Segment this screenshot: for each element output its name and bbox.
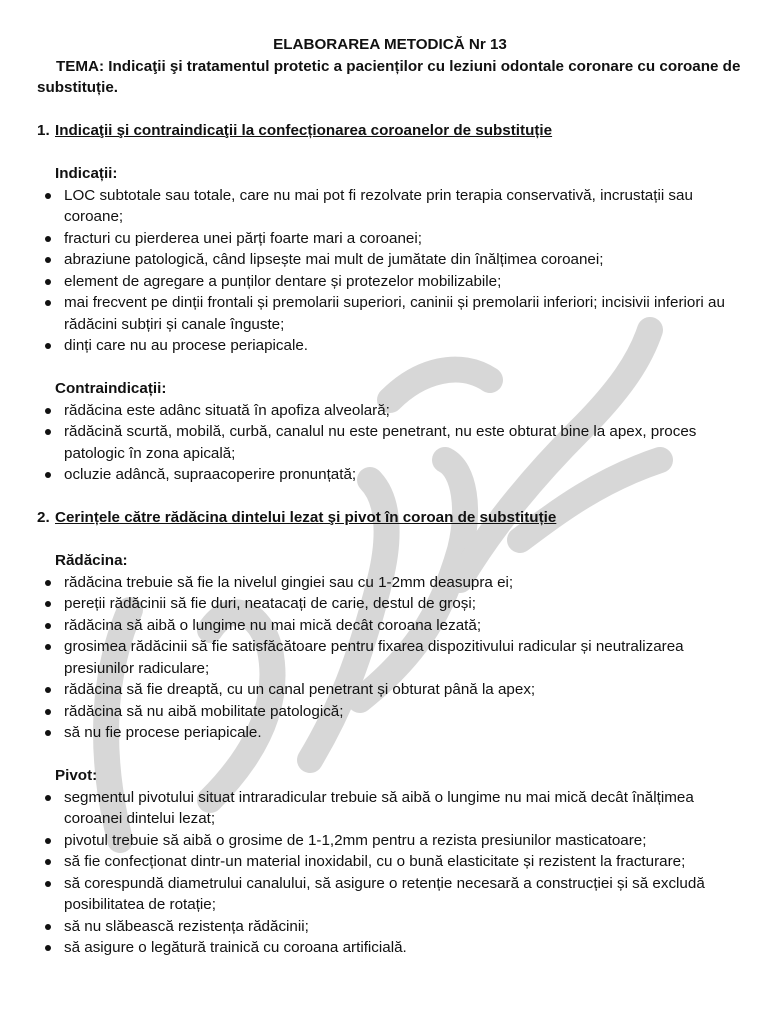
pivot-list <box>37 787 743 959</box>
contraindications-list <box>37 400 743 486</box>
list-item: abraziune patologică, când lipsește mai mult de jumătate din înălțimea coroanei; <box>37 249 743 271</box>
list-item: să nu fie procese periapicale. <box>37 722 743 744</box>
list-item: grosimea rădăcinii să fie satisfăcătoare pentru fixarea dispozitivului radicular și neutralizarea presiunilor radiculare; <box>37 636 743 679</box>
list-item: să nu slăbească rezistența rădăcinii; <box>37 916 743 938</box>
list-item: rădăcina trebuie să fie la nivelul gingiei sau cu 1-2mm deasupra ei; <box>37 572 743 594</box>
root-heading: Rădăcina: <box>55 552 128 569</box>
list-item: rădăcina să aibă o lungime nu mai mică decât coroana lezată; <box>37 615 743 637</box>
section-2-heading <box>37 507 743 529</box>
list-item: mai frecvent pe dinții frontali și premolarii superiori, caninii și premolarii inferiori; incisivii inferiori au rădăcini subțiri și canale înguste; <box>37 292 743 335</box>
pivot-heading: Pivot: <box>55 767 98 784</box>
root-list <box>37 572 743 744</box>
section-1-number: 1. <box>37 122 50 139</box>
section-1-title: Indicaţii şi contraindicaţii la confecționarea coroanelor de substituție <box>55 122 553 139</box>
list-item: LOC subtotale sau totale, care nu mai pot fi rezolvate prin terapia conservativă, incrustații sau coroane; <box>37 185 743 228</box>
contraindications-heading: Contraindicații: <box>55 380 167 397</box>
section-2-title: Cerințele către rădăcina dintelui lezat şi pivot în coroan de substituție <box>55 509 557 526</box>
list-item: element de agregare a punților dentare și protezelor mobilizabile; <box>37 271 743 293</box>
document-page <box>37 34 743 959</box>
list-item: segmentul pivotului situat intraradicular trebuie să aibă o lungime nu mai mică decât înălțimea coroanei dintelui lezat; <box>37 787 743 830</box>
document-title: ELABORAREA METODICĂ Nr 13 <box>273 36 507 53</box>
document-theme: TEMA: Indicaţii şi tratamentul protetic a pacienților cu leziuni odontale coronare cu coroane de substituție. <box>37 57 741 96</box>
list-item: să fie confecționat dintr-un material inoxidabil, cu o bună elasticitate și rezistent la fracturare; <box>37 851 743 873</box>
section-2-number: 2. <box>37 509 50 526</box>
list-item: rădăcina este adânc situată în apofiza alveolară; <box>37 400 743 422</box>
section-1-heading <box>37 120 743 142</box>
list-item: dinți care nu au procese periapicale. <box>37 335 743 357</box>
list-item: rădăcina să fie dreaptă, cu un canal penetrant și obturat până la apex; <box>37 679 743 701</box>
list-item: să corespundă diametrului canalului, să asigure o retenție necesară a construcției și să excludă posibilitatea de rotație; <box>37 873 743 916</box>
indications-heading: Indicații: <box>55 165 118 182</box>
list-item: să asigure o legătură trainică cu coroana artificială. <box>37 937 743 959</box>
list-item: fracturi cu pierderea unei părți foarte mari a coroanei; <box>37 228 743 250</box>
list-item: pivotul trebuie să aibă o grosime de 1-1,2mm pentru a rezista presiunilor masticatoare; <box>37 830 743 852</box>
list-item: ocluzie adâncă, supraacoperire pronunțată; <box>37 464 743 486</box>
list-item: rădăcină scurtă, mobilă, curbă, canalul nu este penetrant, nu este obturat bine la apex, proces patologic în zona apicală; <box>37 421 743 464</box>
list-item: rădăcina să nu aibă mobilitate patologică; <box>37 701 743 723</box>
indications-list <box>37 185 743 357</box>
list-item: pereții rădăcinii să fie duri, neatacați de carie, destul de groși; <box>37 593 743 615</box>
